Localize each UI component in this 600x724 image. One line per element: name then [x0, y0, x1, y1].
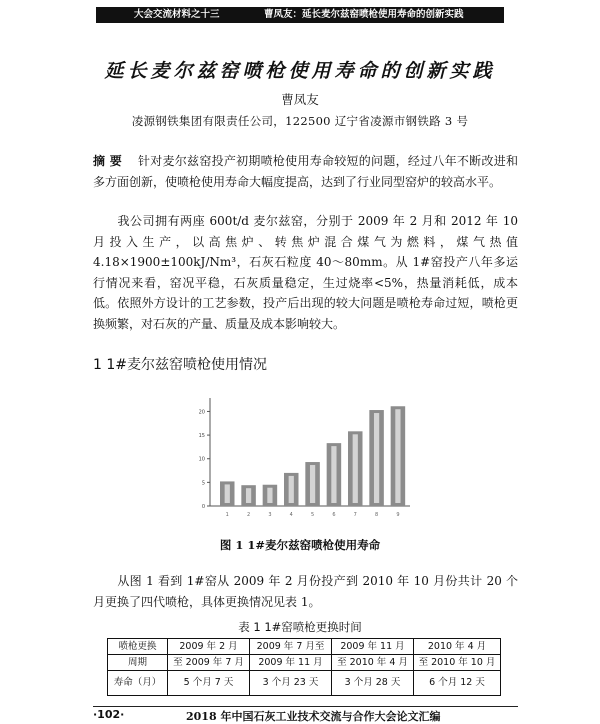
running-header [96, 7, 504, 23]
chart-bar-highlight [395, 409, 400, 503]
abstract-text: 针对麦尔兹窑投产初期喷枪使用寿命较短的问题，经过八年不断改进和多方面创新，使喷枪使用寿命大幅度提高，达到了行业同型窑炉的较高水平。 [93, 154, 518, 189]
footer-divider [93, 706, 518, 707]
table-cell: 2010 年 4 月 [414, 639, 501, 655]
body-paragraph-1 [93, 211, 518, 334]
running-header-left: 大会交流材料之十三 [134, 9, 220, 20]
table-row-header: 寿命（月） [108, 671, 168, 696]
page-number: ·102· [93, 708, 125, 721]
chart-x-tick-label: 8 [374, 512, 379, 518]
table-cell: 2009 年 7 月至 [250, 639, 332, 655]
body-paragraph-1-text: 我公司拥有两座 600t/d 麦尔兹窑，分别于 2009 年 2 月和 2012 年 10 月投入生产，以高焦炉、转焦炉混合煤气为燃料，煤气热值 4.18×1900±100kJ/Nm³，石灰石粒度 40～80mm。从 1#窑投产八年多运行情况来看，窑况平稳，石灰质量稳定，生过烧率<5%，热量消耗低，成本低。依照外方设计的工艺参数，投产后出现的较大问题是喷枪寿命过短，喷枪更换频繁，对石灰的产量、质量及成本影响较大。 [93, 214, 518, 331]
chart-y-tick-label: 20 [198, 409, 205, 416]
chart-x-tick-label: 1 [225, 512, 229, 518]
table-cell: 至 2010 年 10 月 [414, 655, 501, 671]
figure-caption: 图 1 1#麦尔兹窑喷枪使用寿命 [219, 538, 381, 552]
table-cell: 5 个月 7 天 [168, 671, 250, 696]
table-row [108, 671, 501, 696]
chart-y-tick-label: 0 [201, 504, 205, 510]
table-cell: 至 2010 年 4 月 [332, 655, 414, 671]
figure-1-chart [196, 390, 416, 535]
table-cell: 3 个月 28 天 [332, 671, 414, 696]
chart-y-tick-label: 15 [198, 433, 205, 440]
chart-y-tick-label: 5 [201, 480, 205, 487]
chart-x-tick-label: 3 [268, 512, 272, 518]
body-paragraph-2 [93, 571, 518, 612]
chart-y-tick-label: 10 [198, 456, 205, 463]
chart-x-tick-label: 2 [246, 512, 251, 518]
table-row [108, 655, 501, 671]
abstract-label: 摘 要 [93, 154, 122, 168]
chart-bar-highlight [225, 484, 230, 503]
table-row-header: 喷枪更换 [108, 639, 168, 655]
table-row [108, 639, 501, 655]
chart-bar-highlight [310, 465, 315, 503]
running-header-right: 曹凤友：延长麦尔兹窑喷枪使用寿命的创新实践 [264, 9, 464, 20]
section-heading: 1 1#麦尔兹窑喷枪使用情况 [93, 357, 267, 373]
footer-title: 2018 年中国石灰工业技术交流与合作大会论文汇编 [186, 710, 441, 723]
table-cell: 2009 年 11 月 [250, 655, 332, 671]
chart-x-tick-label: 4 [289, 512, 293, 518]
chart-bar-highlight [289, 476, 294, 503]
replacement-table [107, 638, 501, 696]
abstract [93, 151, 518, 193]
chart-bar-highlight [246, 488, 251, 503]
chart-x-tick-label: 9 [396, 512, 400, 518]
chart-x-tick-label: 6 [332, 512, 336, 518]
chart-bar-highlight [267, 488, 272, 503]
chart-x-tick-label: 5 [310, 512, 315, 518]
chart-bar-highlight [353, 434, 358, 503]
table-cell: 6 个月 12 天 [414, 671, 501, 696]
table-row-header: 周期 [108, 655, 168, 671]
table-cell: 3 个月 23 天 [250, 671, 332, 696]
table-cell: 至 2009 年 7 月 [168, 655, 250, 671]
table-cell: 2009 年 2 月 [168, 639, 250, 655]
chart-x-tick-label: 7 [353, 512, 357, 518]
body-paragraph-2-text: 从图 1 看到 1#窑从 2009 年 2 月份投产到 2010 年 10 月份共计 20 个月更换了四代喷枪，具体更换情况见表 1。 [93, 574, 518, 609]
paper-affiliation: 凌源钢铁集团有限责任公司，122500 辽宁省凌源市钢铁路 3 号 [131, 114, 469, 128]
table-cell: 2009 年 11 月 [332, 639, 414, 655]
chart-bar-highlight [331, 446, 336, 503]
paper-author: 曹凤友 [281, 92, 319, 107]
chart-bar-highlight [374, 413, 379, 503]
paper-title: 延长麦尔兹窑喷枪使用寿命的创新实践 [104, 60, 496, 82]
table-caption: 表 1 1#窑喷枪更换时间 [238, 620, 362, 634]
